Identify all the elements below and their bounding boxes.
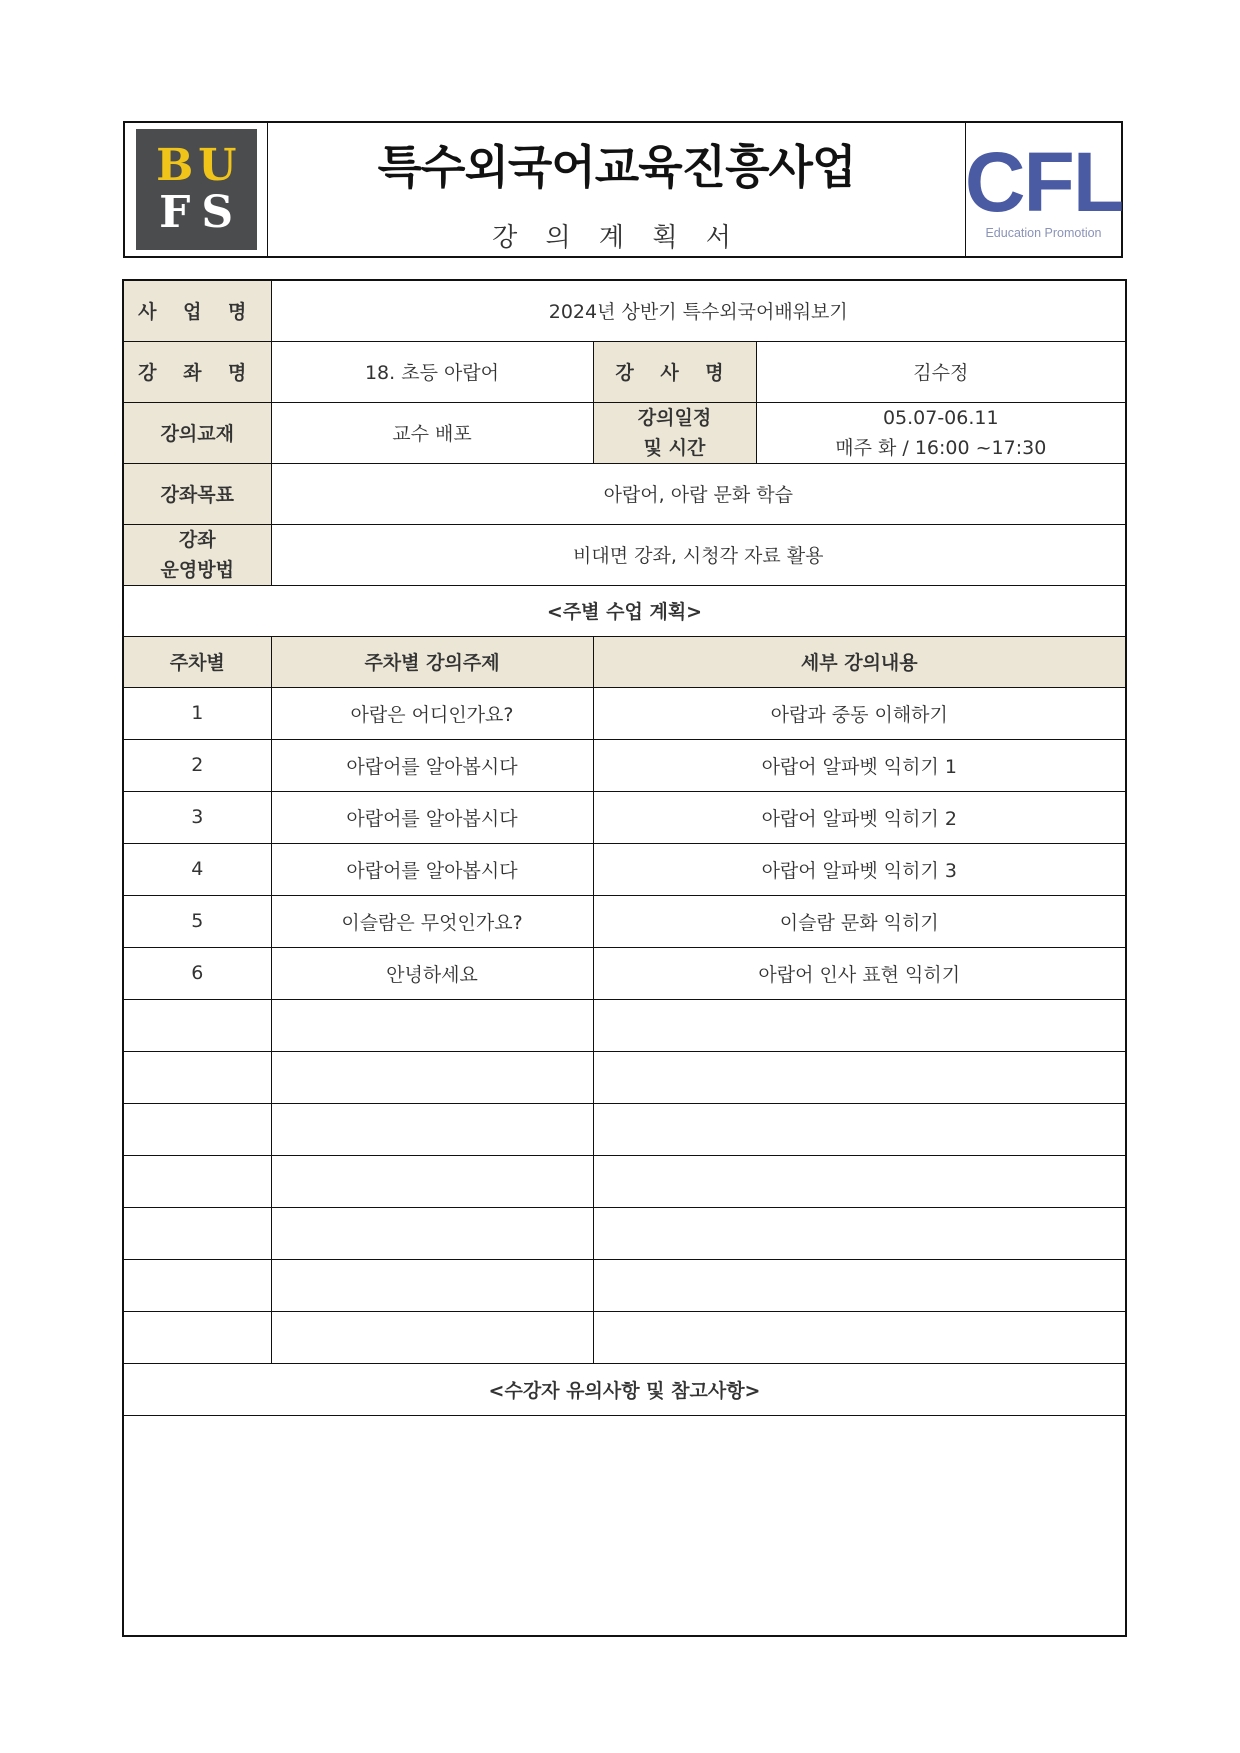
cfl-logo-cell [965, 123, 1121, 256]
bufs-logo-letter: F [159, 186, 191, 238]
schedule-dates: 05.07-06.11 [882, 406, 999, 429]
instructor-label: 강 사 명 [593, 341, 756, 402]
instructor-value: 김수정 [756, 341, 1126, 402]
table-row [123, 791, 1126, 843]
week-number: 1 [123, 687, 271, 739]
week-topic [271, 1259, 593, 1311]
notes-content [123, 1415, 1126, 1636]
material-label: 강의교재 [123, 402, 271, 463]
week-detail: 아랍어 알파벳 익히기 3 [593, 843, 1126, 895]
weekly-column-header: 세부 강의내용 [593, 636, 1126, 687]
bufs-logo [136, 129, 257, 250]
weekly-column-header: 주차별 [123, 636, 271, 687]
schedule-time: 매주 화 / 16:00 ~17:30 [835, 436, 1047, 459]
week-number [123, 1155, 271, 1207]
title-cell [268, 123, 965, 256]
week-topic: 아랍어를 알아봅시다 [271, 739, 593, 791]
table-row [123, 1051, 1126, 1103]
week-detail [593, 1207, 1126, 1259]
weekly-section-title: <주별 수업 계획> [123, 585, 1126, 636]
table-row [123, 1259, 1126, 1311]
course-value: 18. 초등 아랍어 [271, 341, 593, 402]
week-topic: 아랍은 어디인가요? [271, 687, 593, 739]
course-row [123, 341, 1126, 402]
week-number: 2 [123, 739, 271, 791]
project-value: 2024년 상반기 특수외국어배워보기 [271, 280, 1126, 341]
method-label-line1: 강좌 [178, 528, 216, 551]
document-title: 특수외국어교육진흥사업 [377, 140, 856, 194]
lecture-plan-table [122, 279, 1127, 1637]
goal-value: 아랍어, 아랍 문화 학습 [271, 463, 1126, 524]
week-detail: 아랍어 알파벳 익히기 2 [593, 791, 1126, 843]
week-topic: 안녕하세요 [271, 947, 593, 999]
weekly-column-header: 주차별 강의주제 [271, 636, 593, 687]
week-number [123, 1207, 271, 1259]
week-detail [593, 1051, 1126, 1103]
week-topic [271, 1155, 593, 1207]
project-row [123, 280, 1126, 341]
weekly-section-row [123, 585, 1126, 636]
week-detail [593, 1259, 1126, 1311]
table-row [123, 999, 1126, 1051]
document-subtitle: 강 의 계 획 서 [492, 223, 741, 253]
week-number [123, 1259, 271, 1311]
table-row [123, 1311, 1126, 1363]
material-value: 교수 배포 [271, 402, 593, 463]
table-row [123, 739, 1126, 791]
bufs-logo-letter: B [156, 140, 194, 192]
bufs-logo-letter: U [198, 140, 237, 192]
notes-section-title: <수강자 유의사항 및 참고사항> [123, 1363, 1126, 1415]
notes-section-row [123, 1363, 1126, 1415]
method-label [123, 524, 271, 585]
week-topic [271, 1051, 593, 1103]
week-number [123, 1103, 271, 1155]
schedule-value [756, 402, 1126, 463]
table-row [123, 1155, 1126, 1207]
week-detail [593, 999, 1126, 1051]
week-detail [593, 1311, 1126, 1363]
goal-row [123, 463, 1126, 524]
table-row [123, 1207, 1126, 1259]
weekly-header-row [123, 636, 1126, 687]
schedule-label-line2: 및 시간 [643, 436, 706, 459]
week-detail: 이슬람 문화 익히기 [593, 895, 1126, 947]
week-topic [271, 1311, 593, 1363]
week-number [123, 1051, 271, 1103]
table-row [123, 1103, 1126, 1155]
method-row [123, 524, 1126, 585]
schedule-label [593, 402, 756, 463]
bufs-logo-letter: S [201, 186, 234, 238]
cfl-logo: CFL [964, 134, 1123, 229]
cfl-logo-caption: Education Promotion [985, 225, 1102, 240]
week-detail [593, 1155, 1126, 1207]
schedule-label-line1: 강의일정 [637, 406, 712, 429]
table-row [123, 687, 1126, 739]
week-detail: 아랍어 인사 표현 익히기 [593, 947, 1126, 999]
week-number [123, 1311, 271, 1363]
table-row [123, 947, 1126, 999]
week-number [123, 999, 271, 1051]
document-header [123, 121, 1123, 258]
week-number: 3 [123, 791, 271, 843]
week-topic: 아랍어를 알아봅시다 [271, 843, 593, 895]
week-number: 4 [123, 843, 271, 895]
week-topic: 이슬람은 무엇인가요? [271, 895, 593, 947]
week-number: 5 [123, 895, 271, 947]
project-label: 사 업 명 [123, 280, 271, 341]
week-detail: 아랍과 중동 이해하기 [593, 687, 1126, 739]
table-row [123, 843, 1126, 895]
bufs-logo-cell [125, 123, 268, 256]
notes-row [123, 1415, 1126, 1636]
goal-label: 강좌목표 [123, 463, 271, 524]
week-detail [593, 1103, 1126, 1155]
method-label-line2: 운영방법 [160, 558, 234, 581]
material-row [123, 402, 1126, 463]
week-topic: 아랍어를 알아봅시다 [271, 791, 593, 843]
week-detail: 아랍어 알파벳 익히기 1 [593, 739, 1126, 791]
method-value: 비대면 강좌, 시청각 자료 활용 [271, 524, 1126, 585]
week-topic [271, 999, 593, 1051]
week-number: 6 [123, 947, 271, 999]
table-row [123, 895, 1126, 947]
week-topic [271, 1103, 593, 1155]
course-label: 강 좌 명 [123, 341, 271, 402]
week-topic [271, 1207, 593, 1259]
